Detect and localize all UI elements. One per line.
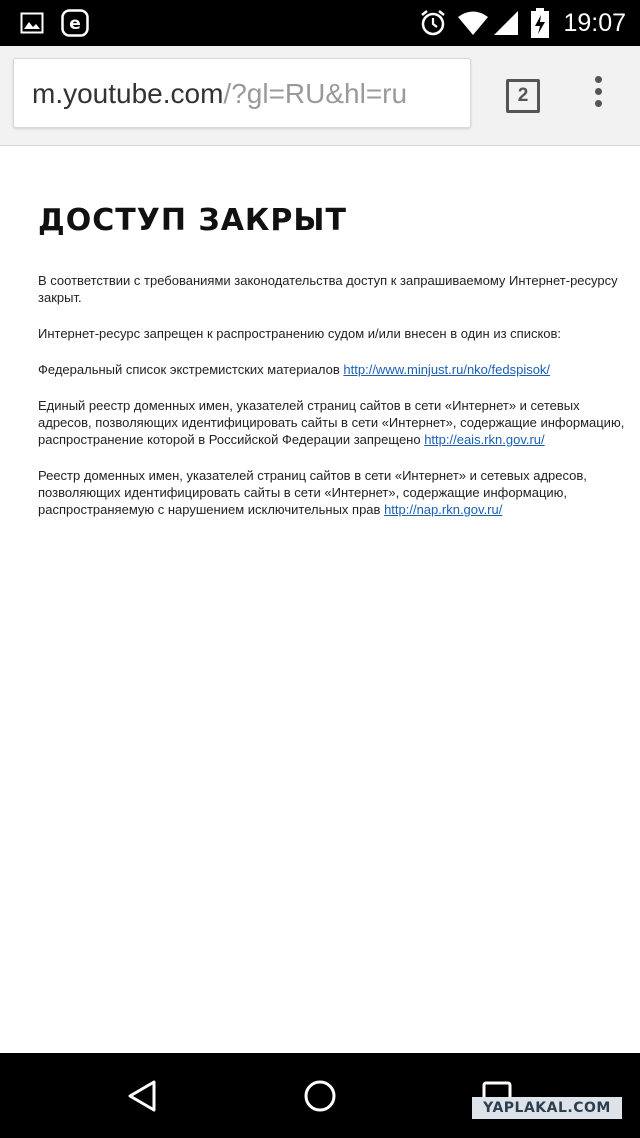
nap-link[interactable]: http://nap.rkn.gov.ru/: [384, 502, 503, 517]
wifi-icon: [457, 0, 489, 46]
paragraph-unified-registry: [38, 397, 628, 448]
tab-switcher-button[interactable]: 2: [506, 79, 540, 113]
address-bar[interactable]: [13, 58, 471, 128]
image-icon: [20, 0, 44, 46]
url-path: /?gl=RU&hl=ru: [223, 78, 408, 109]
evernote-icon: [61, 0, 89, 46]
signal-icon: [493, 0, 519, 46]
url-host: m.youtube.com: [32, 78, 224, 109]
alarm-icon: [419, 0, 447, 46]
paragraph-notice: В соответствии с требованиями законодательства доступ к запрашиваемому Интернет-ресурсу закрыт.: [38, 273, 618, 305]
home-icon[interactable]: [299, 1075, 341, 1117]
watermark: YAPLAKAL.COM: [472, 1097, 622, 1119]
navigation-bar: [0, 1053, 640, 1138]
svg-text:e: e: [69, 14, 81, 34]
status-bar: [0, 0, 640, 46]
paragraph-copyright-registry: [38, 467, 628, 518]
paragraph-extremist-list: [38, 361, 628, 378]
back-icon[interactable]: [122, 1075, 164, 1117]
paragraph-lists-intro: Интернет-ресурс запрещен к распространению судом и/или внесен в один из списков:: [38, 326, 562, 341]
overflow-menu-icon[interactable]: [588, 76, 608, 116]
browser-toolbar: [0, 46, 640, 146]
page-content: [38, 146, 628, 518]
extremist-list-text: Федеральный список экстремистских материалов: [38, 362, 344, 377]
minjust-link[interactable]: http://www.minjust.ru/nko/fedspisok/: [343, 362, 551, 377]
unified-registry-text: Единый реестр доменных имен, указателей страниц сайтов в сети «Интернет» и сетевых адресов, позволяющих идентифицировать сайты в сети «Интернет», содержащие информацию, распространение которой в Российской Федерации запрещено: [38, 398, 625, 447]
clock: 19:07: [563, 9, 626, 37]
page-title: ДОСТУП ЗАКРЫТ: [38, 203, 347, 238]
copyright-registry-text: Реестр доменных имен, указателей страниц сайтов в сети «Интернет» и сетевых адресов, позволяющих идентифицировать сайты в сети «Интернет», содержащие информацию, распространяемую с нарушением исключительных прав: [38, 468, 587, 517]
eais-link[interactable]: http://eais.rkn.gov.ru/: [424, 432, 545, 447]
battery-charging-icon: [531, 0, 549, 46]
